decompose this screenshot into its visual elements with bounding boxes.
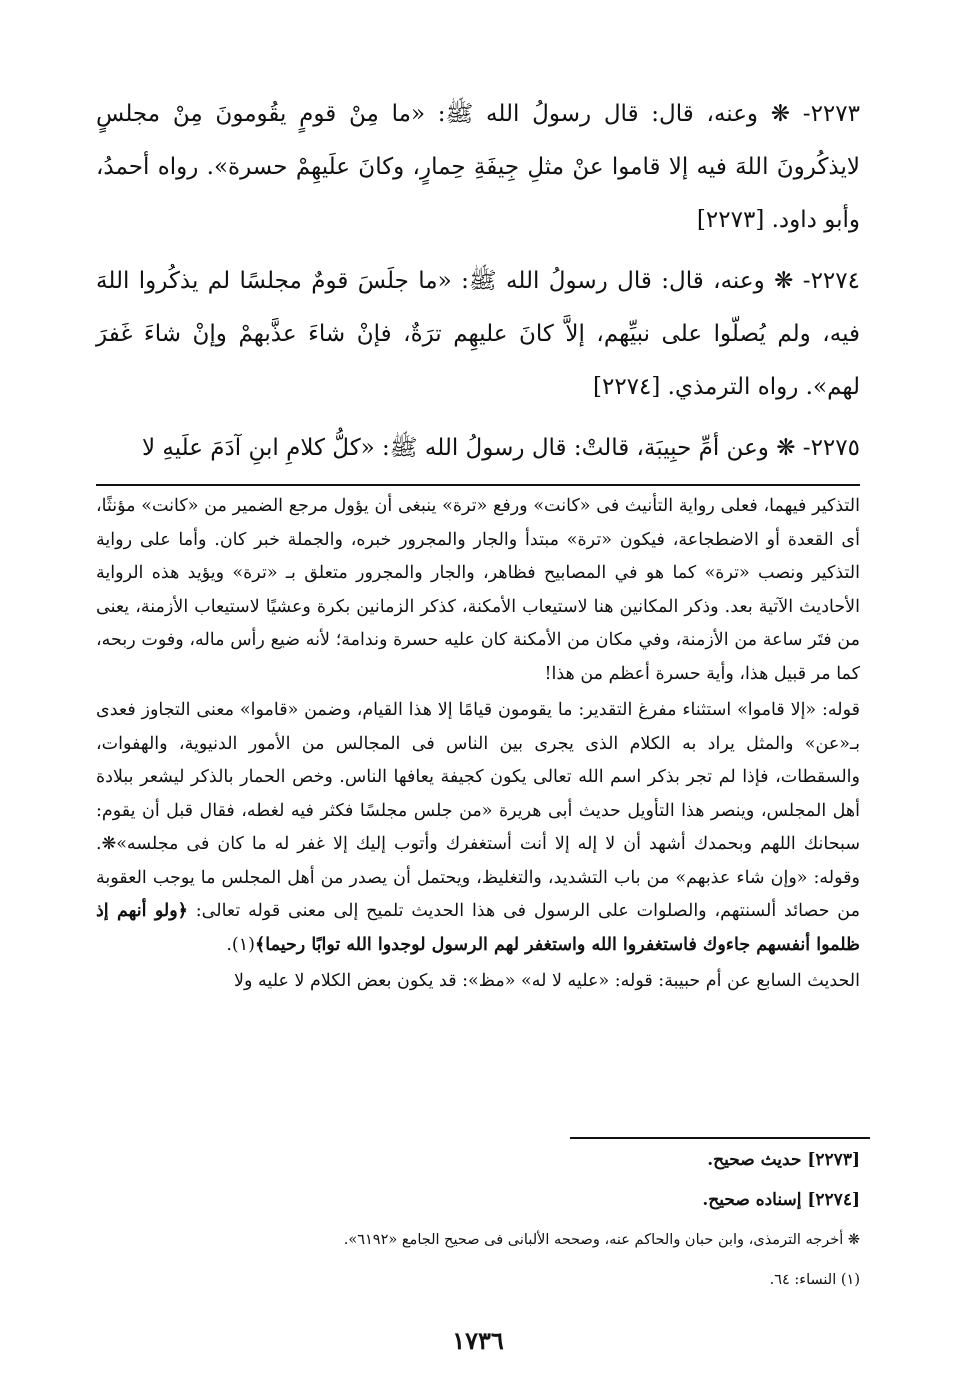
- quran-verse: ﴿ولو أنهم إذ ظلموا أنفسهم جاءوك فاستغفروا الله واستغفر لهم الرسول لوجدوا الله توابًا رحيما﴾: [96, 901, 860, 955]
- commentary-paragraph: الحديث السابع عن أم حبيبة: قوله: «عليه لا له» «مظ»: قد يكون بعض الكلام لا عليه ولا: [234, 971, 860, 991]
- main-divider: [96, 484, 860, 486]
- footnote-2274: [٢٢٧٤] إسناده صحيح.: [702, 1190, 860, 1210]
- footnote-2273: [٢٢٧٣] حديث صحيح.: [707, 1150, 860, 1170]
- page-number: ١٧٣٦: [452, 1326, 504, 1355]
- hadith-2274: ٢٢٧٤- ❋ وعنه، قال: قال رسولُ الله ﷺ: «ما جلَسَ قومٌ مجلسًا لم يذكُروا اللهَ فيه، ولم يُصلّوا على نبيِّهم، إلاَّ كانَ عليهِم ترَةٌ، فإنْ شاءَ عذَّبهمْ وإنْ شاءَ غَفرَ لهم». رواه الترمذي. [٢٢٧٤]: [96, 268, 860, 400]
- footnote-takhrij: ❋ أخرجه الترمذى، وابن حبان والحاكم عنه، وصححه الألبانى فى صحيح الجامع «٦١٩٢».: [343, 1232, 860, 1248]
- hadith-2275: ٢٢٧٥- ❋ وعن أمِّ حبِيبَة، قالتْ: قال رسولُ الله ﷺ: «كلُّ كلامِ ابنِ آدَمَ علَيهِ لا: [141, 435, 860, 461]
- hadith-section: [96, 88, 860, 475]
- footnote-divider: [570, 1137, 870, 1139]
- commentary-section: [96, 490, 860, 999]
- footnotes: [96, 1140, 860, 1300]
- footnote-quran-source: (١) النساء: ٦٤.: [769, 1272, 860, 1288]
- hadith-2273: ٢٢٧٣- ❋ وعنه، قال: قال رسولُ الله ﷺ: «ما مِنْ قومٍ يقُومونَ مِنْ مجلسٍ لايذكُرونَ اللهَ فيه إلا قاموا عنْ مثلِ جِيفَةِ حِمارٍ، وكانَ علَيهِمْ حسرة». رواه أحمدُ، وأبو داود. [٢٢٧٣]: [96, 101, 860, 233]
- commentary-paragraph: التذكير فيهما، فعلى رواية التأنيث فى «كانت» ورفع «ترة» ينبغى أن يؤول مرجع الضمير من «كانت» مؤنثًا، أى القعدة أو الاضطجاعة، فيكون «ترة» مبتدأ والجار والمجرور خبره، والجملة خبر كان. وأما على رواية التذكير ونصب «ترة» كما هو في المصابيح فظاهر، والجار والمجرور متعلق بـ «ترة» ويؤيد هذه الرواية الأحاديث الآتية بعد. وذكر المكانين هنا لاستيعاب الأمكنة، كذكر الزمانين بكرة وعشيًا لاستيعاب الأزمنة، يعنى من فتَر ساعة من الأزمنة، وفي مكان من الأمكنة كان عليه حسرة وندامة؛ لأنه ضيع رأس ماله، وفوت ربحه، كما مر قبيل هذا، وأية حسرة أعظم من هذا!: [96, 496, 860, 684]
- quran-reference: (١).: [226, 934, 255, 955]
- commentary-paragraph: [96, 694, 860, 962]
- commentary-text: قوله: «إلا قاموا» استثناء مفرغ التقدير: ما يقومون قيامًا إلا هذا القيام، وضمن «قاموا» معنى التجاوز فعدى بـ«عن» والمثل يراد به الكلام الذى يجرى بين الناس فى المجالس من الأمور الدنيوية، والهفوات، والسقطات، فإذا لم تجر بذكر اسم الله تعالى يكون كجيفة يعافها الناس. وخص الحمار بالذكر ليشعر ببلادة أهل المجلس، وينصر هذا التأويل حديث أبى هريرة «من جلس مجلسًا فكثر فيه لغطه، فقال قبل أن يقوم: سبحانك اللهم وبحمدك أشهد أن لا إله إلا أنت أستغفرك وأتوب إليك إلا غفر له ما كان فى مجلسه»❋. وقوله: «وإن شاء عذبهم» من باب التشديد، والتغليظ، ويحتمل أن يصدر من أهل المجلس ما يوجب العقوبة من حصائد ألسنتهم، والصلوات على الرسول فى هذا الحديث تلميح إلى معنى قوله تعالى:: [96, 700, 860, 921]
